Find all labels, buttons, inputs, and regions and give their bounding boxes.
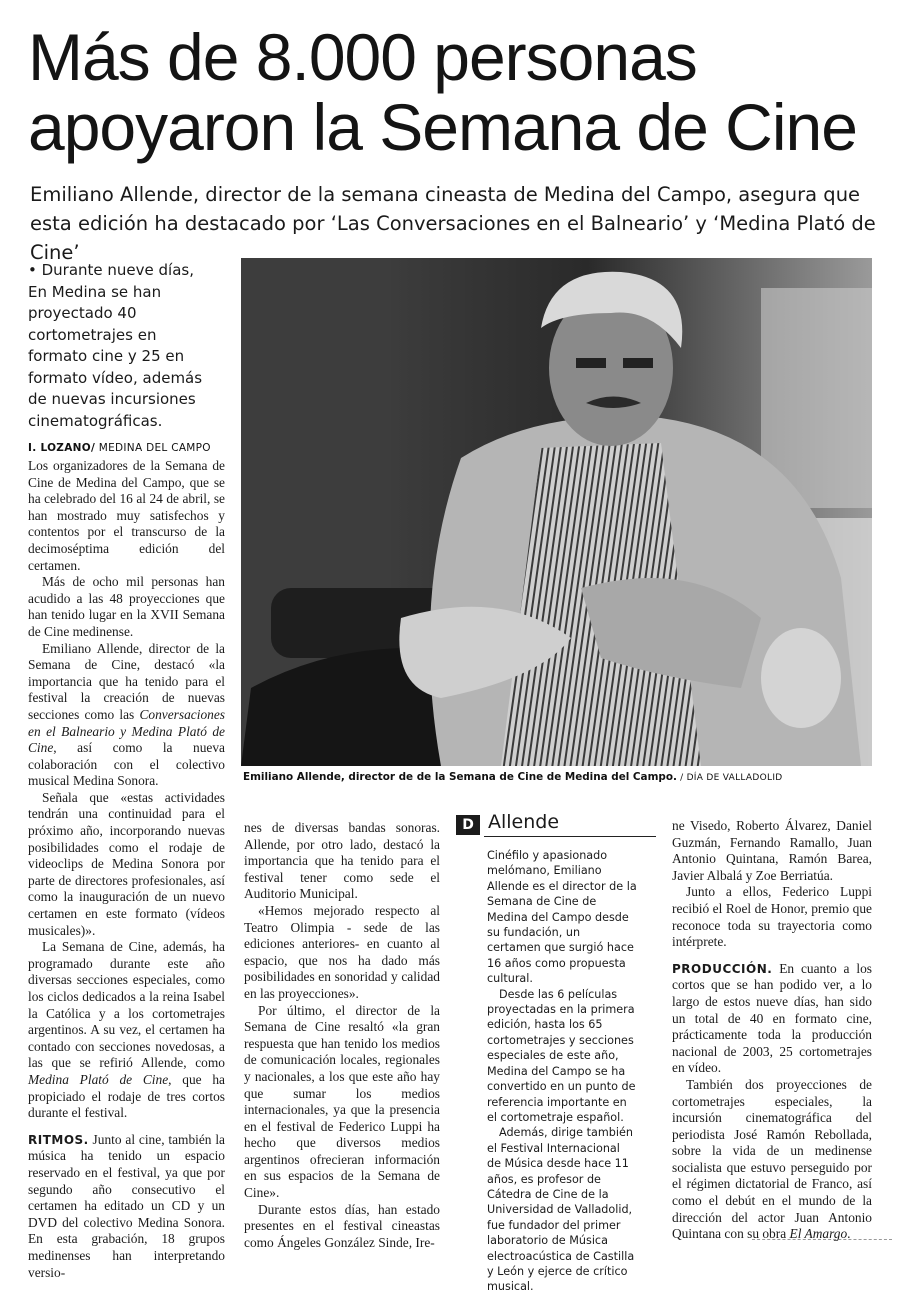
- portrait-image: [241, 258, 872, 766]
- article-column-4: [672, 818, 872, 1243]
- paragraph: ne Visedo, Roberto Álvarez, Daniel Guzmán, Fernando Ramallo, Juan Antonio Quintana, Ramón Barea, Javier Albalá y Zoe Berriatúa.: [672, 818, 872, 883]
- paragraph-produccion: PRODUCCIÓN. En cuanto a los cortos que se han podido ver, a lo largo de estos nueve días, han sido un total de 40 en formato cine, prácticamente toda la producción nacional de 2003, 25 cortometrajes en vídeo.: [672, 960, 872, 1076]
- headline-line-1: Más de 8.000 personas: [28, 20, 697, 94]
- paragraph-ritmos: RITMOS. Junto al cine, también la música ha tenido un espacio reservado en el festival, ya que por segundo año consecutivo el certamen ha editado un CD y un DVD del colectivo Medina Sonora. En esta grabación, 18 grupos medinenses han interpretando versio-: [28, 1131, 225, 1280]
- paragraph: Desde las 6 películas proyectadas en la primera edición, hasta los 65 cortometrajes y secciones especiales de este año, Medina del Campo se ha convertido en un punto de referencia importante en el cortometraje español.: [487, 987, 636, 1124]
- paragraph: Señala que «estas actividades tendrán una continuidad para el próximo año, incorporando nuevas posibilidades como el rodaje de videoclips de Medina Sonora por parte de directores profesionales, así como la inauguración de un nuevo certamen en este formato (vídeos musicales)».: [28, 789, 225, 938]
- paragraph: Más de ocho mil personas han acudido a las 48 proyecciones que han tenido lugar en la XVII Semana de Cine medinense.: [28, 574, 225, 639]
- paragraph: La Semana de Cine, además, ha programado durante este año diversas secciones especiales, como los ciclos dedicados a la reina Isabel la Católica y a los cortometrajes argentinos. A su vez, el certamen ha contado con secciones novedosas, a las que se refirió Allende, como Medina Plató de Cine, que ha propiciado el rodaje de tres cortos durante el festival.: [28, 939, 225, 1121]
- photo-caption: [243, 771, 883, 783]
- section-label-produccion: PRODUCCIÓN.: [672, 961, 773, 976]
- photo-emiliano-allende: [241, 258, 872, 766]
- article-column-2: [244, 820, 440, 1251]
- headline: [28, 22, 888, 162]
- sidebar-divider: [484, 836, 656, 837]
- paragraph: Junto a ellos, Federico Luppi recibió el Roel de Honor, premio que reconoce toda su trayectoria como intérprete.: [672, 884, 872, 950]
- paragraph: Además, dirige también el Festival Internacional de Música desde hace 11 años, es profesor de Cátedra de Cine de la Universidad de Valladolid, fue fundador del primer laboratorio de Música electroacústica de Castilla y León y ejerce de crítico musical.: [487, 1126, 635, 1294]
- sidebar-profile: [487, 848, 637, 1295]
- byline: [28, 442, 228, 454]
- subheadline: Emiliano Allende, director de la semana cineasta de Medina del Campo, asegura que esta edición ha destacado por ‘Las Conversaciones en el Balneario’ y ‘Medina Plató de Cine’: [30, 183, 876, 264]
- paragraph: Emiliano Allende, director de la Semana de Cine, destacó «la importancia que ha tenido para el festival la creación de nuevas secciones como las Conversaciones en el Balneario y Medina Plató de Cine, así como la nueva colaboración con el colectivo musical Medina Sonora.: [28, 640, 225, 789]
- photo-credit: / DÍA DE VALLADOLID: [676, 773, 783, 783]
- headline-line-2: apoyaron la Semana de Cine: [28, 90, 857, 164]
- paragraph: También dos proyecciones de cortometrajes especiales, la incursión cinematográfica del periodista José Ramón Rebollada, sobre la vida de un medinense socialista que estuvo perseguido por el régimen dictatorial de Franco, así como el debút en el mundo de la dirección del actor Juan Antonio Quintana con su obra El Amargo.: [672, 1076, 872, 1242]
- paragraph: Durante estos días, han estado presentes en el festival cineastas como Ángeles González Sinde, Ire-: [244, 1201, 440, 1250]
- paragraph: «Hemos mejorado respecto al Teatro Olimpia - sede de las ediciones anteriores- en cuanto al espacio, que nos ha dado más posibilidades en sonoridad y calidad en las proyecciones».: [244, 902, 440, 1001]
- byline-author: I. LOZANO/: [28, 442, 96, 454]
- section-label-ritmos: RITMOS.: [28, 1132, 89, 1147]
- newspaper-logo-icon: D: [456, 815, 480, 835]
- sidebar-title: Allende: [488, 811, 560, 833]
- lead-summary: • Durante nueve días, En Medina se han proyectado 40 cortometrajes en formato cine y 25 en formato vídeo, además de nuevas incursiones cinematográficas.: [28, 261, 203, 430]
- article-column-1: [28, 458, 225, 1281]
- end-rule: [752, 1239, 892, 1240]
- paragraph: Los organizadores de la Semana de Cine de Medina del Campo, que se ha celebrado del 16 al 24 de abril, se han mostrado muy satisfechos y contentos por el transcurso de la decimoséptima edición del certamen.: [28, 458, 225, 573]
- caption-text: Emiliano Allende, director de de la Semana de Cine de Medina del Campo.: [243, 771, 677, 783]
- paragraph: Cinéfilo y apasionado melómano, Emiliano Allende es el director de la Semana de Cine de Medina del Campo desde su fundación, un certamen que surgió hace 16 años como propuesta cultural.: [487, 849, 637, 986]
- paragraph: Por último, el director de la Semana de Cine resaltó «la gran respuesta que han tenido los medios de comunicación locales, regionales y nacionales, a los que este año hay que sumar los medios internacionales, ya que la presencia en el festival de Federico Luppi ha hecho que diversos medios argentinos ofrecieran información en sus espacios de la Semana de Cine».: [244, 1002, 440, 1201]
- paragraph: nes de diversas bandas sonoras. Allende, por otro lado, destacó la importancia que ha tenido para el festival tener como sede el Auditorio Municipal.: [244, 820, 440, 902]
- byline-location: MEDINA DEL CAMPO: [95, 442, 211, 454]
